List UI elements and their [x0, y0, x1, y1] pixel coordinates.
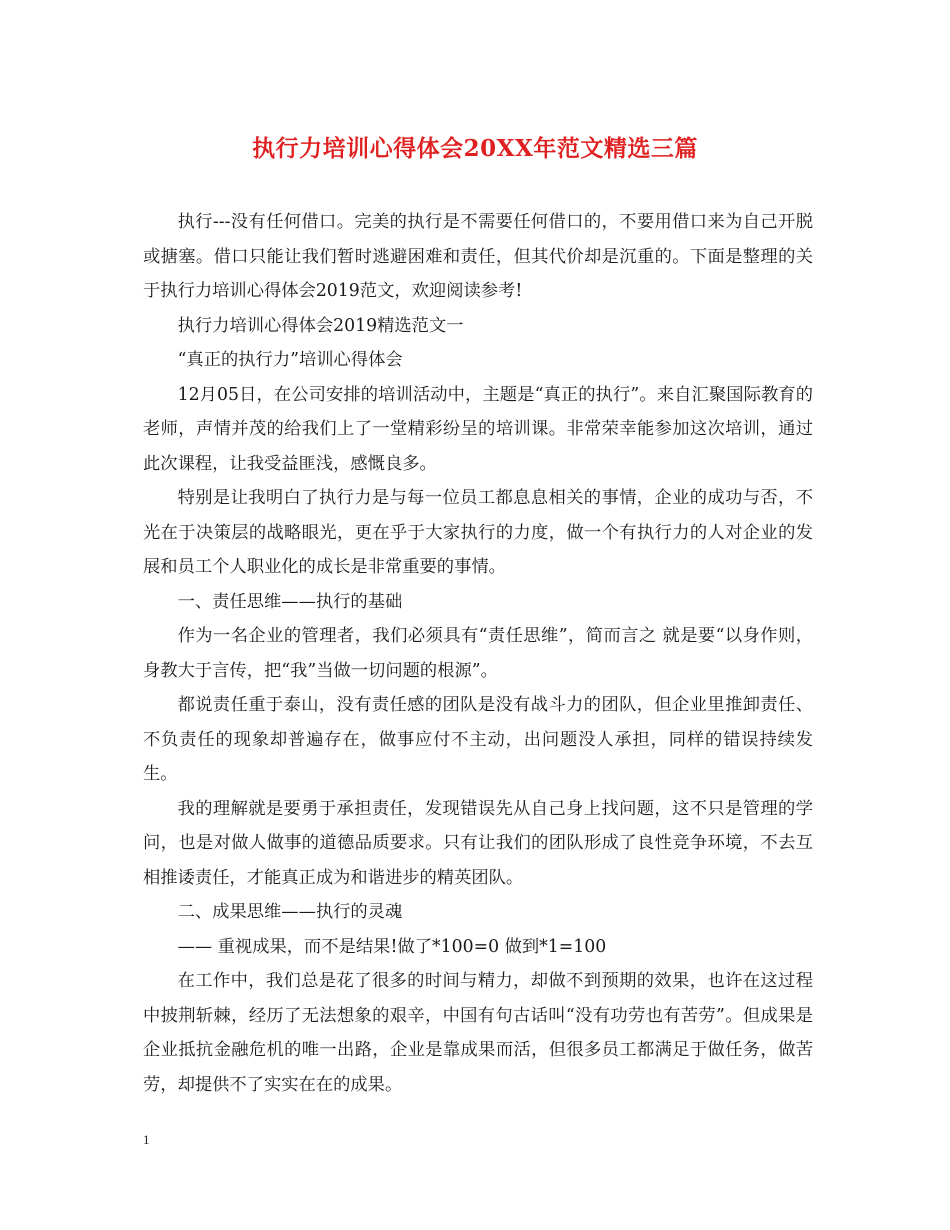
- paragraph-heading-1: 一、责任思维——执行的基础: [177, 591, 403, 612]
- paragraph: 特别是让我明白了执行力是与每一位员工都息息相关的事情，企业的成功与否，不光在于决策层的战略眼光，更在乎于大家执行的力度，做一个有执行力的人对企业的发展和员工个人职业化的成长是非常重要的事情。: [143, 488, 813, 577]
- paragraph: 12月05日，在公司安排的培训活动中，主题是“真正的执行”。来自汇聚国际教育的老师，声情并茂的给我们上了一堂精彩纷呈的培训课。非常荣幸能参加这次培训，通过此次课程，让我受益匪浅，感慨良多。: [143, 384, 813, 474]
- paragraph: 我的理解就是要勇于承担责任，发现错误先从自己身上找问题，这不只是管理的学问，也是对做人做事的道德品质要求。只有让我们的团队形成了良性竞争环境，不去互相推诿责任，才能真正成为和谐进步的精英团队。: [143, 798, 813, 888]
- document-title: 执行力培训心得体会20XX年范文精选三篇: [252, 135, 698, 162]
- paragraph: 都说责任重于泰山，没有责任感的团队是没有战斗力的团队，但企业里推卸责任、不负责任的现象却普遍存在，做事应付不主动，出问题没人承担，同样的错误持续发生。: [143, 695, 813, 784]
- paragraph: 在工作中，我们总是花了很多的时间与精力，却做不到预期的效果，也许在这过程中披荆斩棘，经历了无法想象的艰辛，中国有句古话叫“没有功劳也有苦劳”。但成果是企业抵抗金融危机的唯一出路，企业是靠成果而活，但很多员工都满足于做任务，做苦劳，却提供不了实实在在的成果。: [143, 971, 813, 1095]
- paragraph-heading-2: 二、成果思维——执行的灵魂: [177, 902, 403, 922]
- paragraph: 作为一名企业的管理者，我们必须具有“责任思维”，简而言之 就是要“以身作则，身教大于言传，把“我”当做一切问题的根源”。: [143, 626, 813, 681]
- paragraph-intro: 执行---没有任何借口。完美的执行是不需要任何借口的，不要用借口来为自己开脱或搪塞。借口只能让我们暂时逃避困难和责任，但其代价却是沉重的。下面是整理的关于执行力培训心得体会2019范文，欢迎阅读参考!: [143, 212, 813, 301]
- document-body: [143, 205, 813, 1102]
- paragraph-subtitle: “真正的执行力”培训心得体会: [177, 350, 403, 370]
- paragraph-motto: —— 重视成果，而不是结果!做了*100=0 做到*1=100: [177, 936, 607, 957]
- page-number: 1: [143, 1132, 150, 1147]
- paragraph-section-title: 执行力培训心得体会2019精选范文一: [177, 315, 464, 336]
